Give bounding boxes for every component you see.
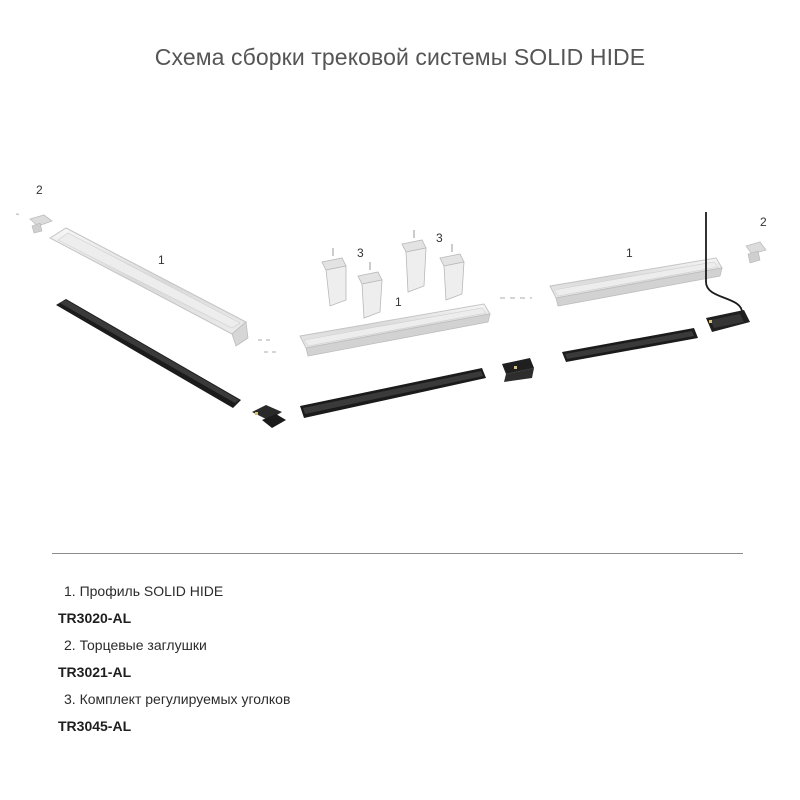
divider-line (52, 553, 743, 554)
callout-middle-profile: 1 (395, 295, 402, 309)
bracket-1 (322, 248, 346, 306)
left-end-cap (16, 214, 52, 233)
right-profile (550, 258, 722, 306)
callout-right-profile: 1 (626, 246, 633, 260)
corner-connector (252, 405, 286, 428)
callout-right-cap: 2 (760, 215, 767, 229)
callout-left-cap: 2 (36, 183, 43, 197)
callout-bracket-left: 3 (357, 246, 364, 260)
legend-code-3: TR3045-AL (58, 718, 132, 734)
legend-item-1: 1. Профиль SOLID HIDE (64, 583, 224, 599)
legend-item-2: 2. Торцевые заглушки (64, 637, 207, 653)
left-profile (50, 228, 248, 346)
middle-black-track (300, 368, 486, 418)
bracket-2 (358, 262, 382, 318)
bracket-3 (402, 230, 426, 292)
legend-item-3: 3. Комплект регулируемых уголков (64, 691, 291, 707)
legend-code-2: TR3021-AL (58, 664, 132, 680)
diagram-title: Схема сборки трековой системы SOLID HIDE (154, 44, 646, 70)
right-end-cap (746, 242, 766, 263)
callout-left-profile: 1 (158, 253, 165, 267)
bracket-4 (440, 244, 464, 300)
callout-bracket-right: 3 (436, 231, 443, 245)
middle-profile (300, 304, 490, 356)
right-black-track (562, 328, 698, 362)
straight-connector (502, 358, 534, 382)
legend-code-1: TR3020-AL (58, 610, 132, 626)
